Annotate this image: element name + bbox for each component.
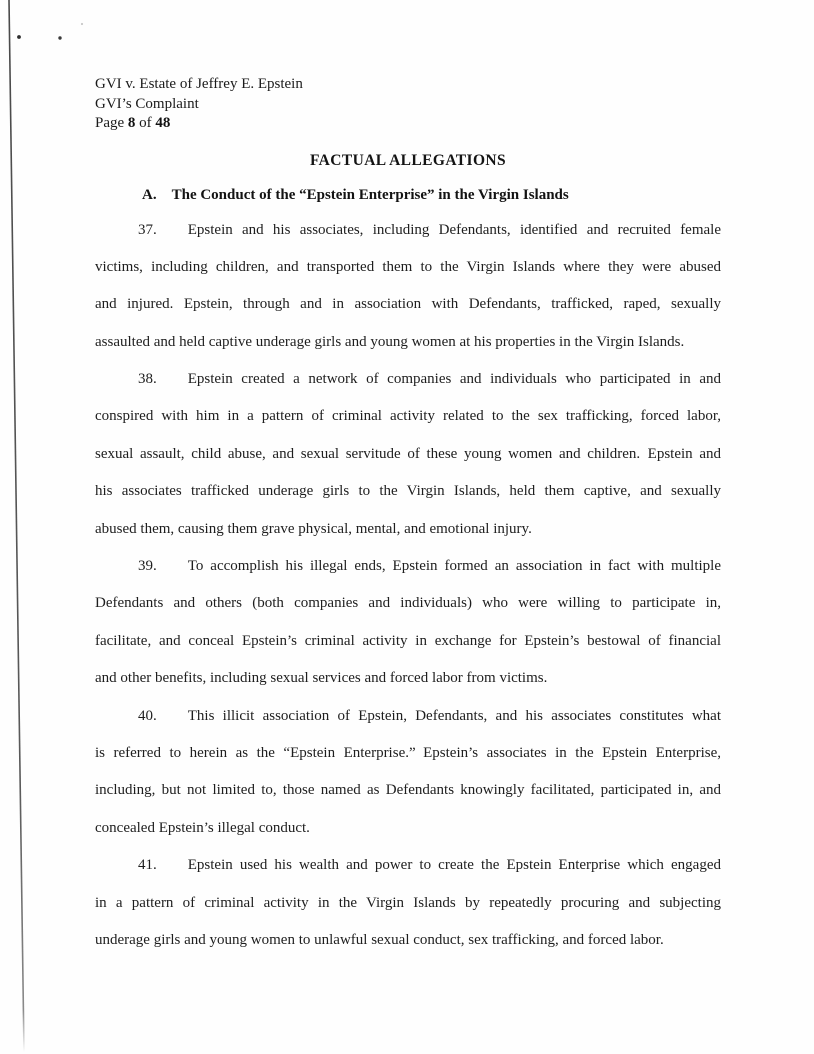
- paragraph-line: is referred to herein as the “Epstein Enterprise.” Epstein’s associates in the Epstein Enterprise,: [95, 744, 721, 761]
- of-word: of: [139, 115, 152, 131]
- subsection-label: A.: [142, 186, 157, 203]
- page-word: Page: [95, 115, 125, 131]
- subsection-heading: [142, 185, 721, 206]
- paragraph-line: [95, 548, 721, 585]
- scan-dot: [17, 35, 21, 39]
- paragraph: [95, 361, 721, 548]
- paragraph: [95, 212, 721, 362]
- paragraph-text: Epstein and his associates, including Defendants, identified and recruited female: [187, 221, 721, 238]
- paragraph-text: This illicit association of Epstein, Defendants, and his associates constitutes what: [187, 707, 721, 724]
- document-header: [95, 75, 721, 134]
- paragraph-text: Epstein created a network of companies and individuals who participated in and: [187, 371, 721, 388]
- paragraph-line: [95, 212, 721, 249]
- paragraph-line: conspired with him in a pattern of criminal activity related to the sex trafficking, forced labor,: [95, 408, 721, 425]
- page-number: 8: [127, 115, 136, 131]
- paragraph-number: 39.: [138, 558, 157, 575]
- paragraph-number: 41.: [138, 857, 157, 874]
- paragraph: [95, 548, 721, 698]
- total-pages: 48: [155, 115, 171, 131]
- paragraph-number: 37.: [138, 221, 157, 238]
- paragraph-line: underage girls and young women to unlawful sexual conduct, sex trafficking, and forced labor.: [95, 931, 664, 948]
- paragraph-line: [95, 361, 721, 398]
- paragraph-text: Epstein used his wealth and power to create the Epstein Enterprise which engaged: [187, 857, 721, 874]
- paragraph-line: Defendants and others (both companies and individuals) who were willing to participate in,: [95, 595, 721, 612]
- scan-edge-artifact: [0, 0, 110, 1054]
- paragraph-line: concealed Epstein’s illegal conduct.: [95, 819, 310, 836]
- header-document-name: GVI’s Complaint: [95, 95, 199, 112]
- paragraph: [95, 698, 721, 848]
- paragraph-line: and other benefits, including sexual services and forced labor from victims.: [95, 670, 548, 687]
- header-page-indicator: [95, 114, 721, 134]
- scan-dot: [58, 36, 61, 39]
- section-title: FACTUAL ALLEGATIONS: [309, 151, 507, 169]
- subsection-title: The Conduct of the “Epstein Enterprise” in the Virgin Islands: [171, 186, 569, 203]
- scan-edge-line: [9, 0, 24, 1052]
- header-case-title: GVI v. Estate of Jeffrey E. Epstein: [95, 76, 303, 92]
- paragraph-line: [95, 847, 721, 884]
- paragraph-number: 38.: [138, 371, 157, 388]
- scan-speck: [81, 23, 83, 25]
- paragraph-line: and injured. Epstein, through and in association with Defendants, trafficked, raped, sexually: [95, 296, 721, 313]
- paragraph: [95, 847, 721, 959]
- paragraph-line: his associates trafficked underage girls to the Virgin Islands, held them captive, and sexually: [95, 483, 721, 500]
- paragraph-text: To accomplish his illegal ends, Epstein formed an association in fact with multiple: [187, 558, 721, 575]
- paragraph-line: abused them, causing them grave physical, mental, and emotional injury.: [95, 520, 532, 537]
- paragraphs: [95, 212, 721, 960]
- paragraph-number: 40.: [138, 707, 157, 724]
- paragraph-line: in a pattern of criminal activity in the Virgin Islands by repeatedly procuring and subjecting: [95, 894, 721, 911]
- paragraph-line: victims, including children, and transported them to the Virgin Islands where they were abused: [95, 258, 721, 275]
- paragraph-line: facilitate, and conceal Epstein’s criminal activity in exchange for Epstein’s bestowal of financial: [95, 632, 721, 649]
- paragraph-line: assaulted and held captive underage girls and young women at his properties in the Virgin Islands.: [95, 333, 685, 350]
- paragraph-line: sexual assault, child abuse, and sexual servitude of these young women and children. Epstein and: [95, 445, 721, 462]
- paragraph-line: including, but not limited to, those named as Defendants knowingly facilitated, participated in, and: [95, 782, 721, 799]
- document-content: [95, 0, 721, 959]
- paragraph-line: [95, 698, 721, 735]
